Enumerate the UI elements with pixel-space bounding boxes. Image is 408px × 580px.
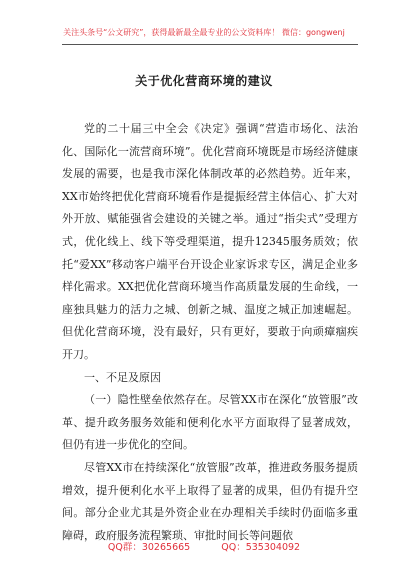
footer-qq-group: QQ群：30265665 (107, 542, 191, 553)
paragraph-intro: 党的二十届三中全会《决定》强调“营造市场化、法治化、国际化一流营商环境”。优化营商环境既是市场经济健康发展的需要，也是我市深化体制改革的必然趋势。近年来，XX市始终把优化营商环境看作是提振经营主体信心、扩大对外开放、赋能强省会建设的关键之举。通过“指尖式”受理方式，优化线上、线下等受理渠道，提升12345服务质效；依托“爱XX”移动客户端平台开设企业家诉求专区，满足企业多样化需求。XX把优化营商环境当作高质量发展的生命线，一座独具魅力的活力之城、创新之城、温度之城正加速崛起。但优化营商环境，没有最好，只有更好，要敢于向顽瘴痼疾开刀。 (62, 122, 358, 361)
header-divider (62, 44, 358, 45)
footer-qq: QQ：535304092 (221, 542, 301, 553)
paragraph-detail: 尽管XX市在持续深化“放管服”改革，推进政务服务提质增效，提升便利化水平上取得了显著的成果，但仍有提升空间。部分企业尤其是外资企业在办理相关手续时仍面临多重障碍，政府服务流程繁琐、审批时间长等问题依 (62, 460, 358, 542)
paragraph-subpoint-1: （一）隐性壁垒依然存在。尽管XX市在深化“放管服”改革、提升政务服务效能和便利化水平方面取得了显著成效，但仍有进一步优化的空间。 (62, 393, 358, 452)
document-title: 关于优化营商环境的建议 (135, 74, 273, 88)
header-banner: 关注头条号“公文研究”，获得最新最全最专业的公文资料库！ 微信：gongwenj (63, 28, 345, 37)
footer-contact (0, 539, 408, 553)
document-body (62, 118, 358, 547)
section-heading: 一、不足及原因 (84, 370, 161, 384)
